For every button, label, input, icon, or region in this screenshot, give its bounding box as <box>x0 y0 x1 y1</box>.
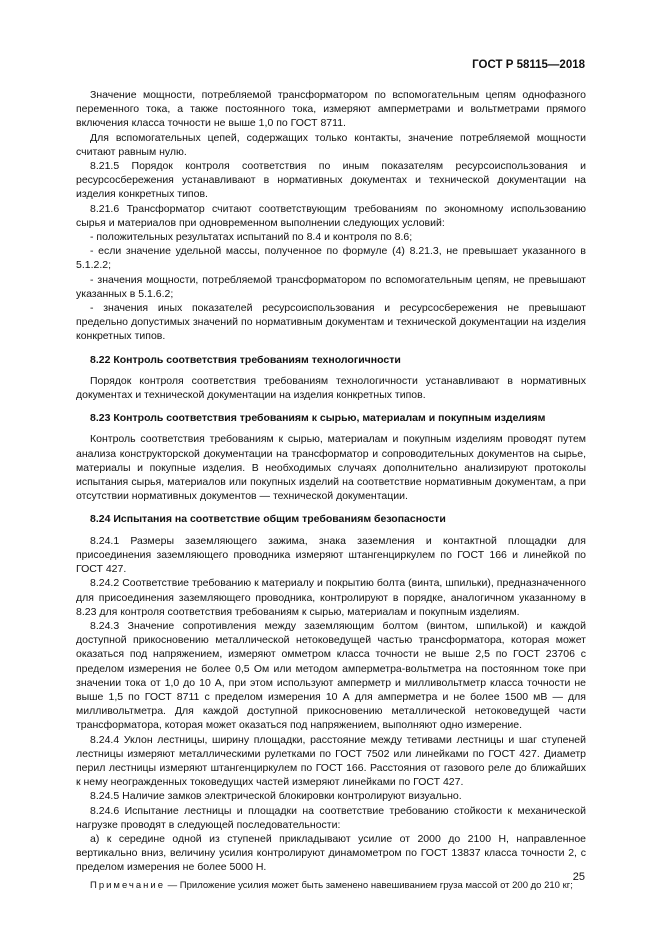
paragraph: 8.24.6 Испытание лестницы и площадки на соответствие требованию стойкости к механической нагрузке проводят в следующей последовательности: <box>76 804 586 831</box>
paragraph: 8.21.6 Трансформатор считают соответствующим требованиям по экономному использованию сырья и материалов при одновременном выполнении следующих условий: <box>76 202 586 229</box>
paragraph: 8.24.4 Уклон лестницы, ширину площадки, расстояние между тетивами лестницы и шаг ступеней лестницы измеряют металлическими рулетками по ГОСТ 7502 или линейками по ГОСТ 427. Диаметр перил лестницы измеряют штангенциркулем по ГОСТ 166. Расстояния от газового реле до ближайших к нему неогражденных токоведущих частей измеряют линейками по ГОСТ 427. <box>76 733 586 789</box>
section-heading-8-24: 8.24 Испытания на соответствие общим требованиям безопасности <box>90 513 446 526</box>
note-text: — Приложение усилия может быть заменено навешиванием груза массой от 200 до 210 кг; <box>165 879 573 891</box>
paragraph: 8.21.5 Порядок контроля соответствия по иным показателям ресурсоиспользования и ресурсосбережения устанавливают в нормативных документах и технической документации на изделия конкретных типов. <box>76 160 586 201</box>
list-item: - положительных результатах испытаний по 8.4 и контроля по 8.6; <box>90 231 413 244</box>
section-heading-8-23: 8.23 Контроль соответствия требованиям к сырью, материалам и покупным изделиям <box>90 412 546 425</box>
section-heading-8-22: 8.22 Контроль соответствия требованиям технологичности <box>90 353 401 366</box>
list-item: - если значение удельной массы, полученное по формуле (4) 8.21.3, не превышает указанного в 5.1.2.2; <box>76 245 586 272</box>
paragraph: Контроль соответствия требованиям к сырью, материалам и покупным изделиям проводят путем анализа конструкторской документации на трансформатор и сопроводительных документов на сырье, материалы и покупные изделия. В необходимых случаях дополнительно анализируют протоколы испытания сырья, материалов или покупных изделий на соответствие нормативным документам, а при отсутствии нормативных документов — технической документации. <box>76 433 586 503</box>
document-code-header: ГОСТ Р 58115—2018 <box>472 59 585 71</box>
page-number: 25 <box>572 871 585 883</box>
paragraph: Для вспомогательных цепей, содержащих только контакты, значение потребляемой мощности считают равным нулю. <box>76 131 586 158</box>
list-item: а) к середине одной из ступеней прикладывают усилие от 2000 до 2100 Н, направленное вертикально вниз, величину усилия контролируют динамометром по ГОСТ 13837 класса точности 2, с пределом измерения не более 5000 Н. <box>76 832 586 874</box>
note <box>76 879 586 893</box>
document-body <box>76 88 586 893</box>
paragraph: 8.24.2 Соответствие требованию к материалу и покрытию болта (винта, шпильки), предназначенного для присоединения заземляющего проводника, контролируют в порядке, аналогичном указанному в 8.23 для контроля соответствия требованиям к сырью, материалам и покупным изделиям. <box>76 577 586 618</box>
note-label: Примечание <box>90 879 165 891</box>
paragraph: Значение мощности, потребляемой трансформатором по вспомогательным цепям однофазного переменного тока, а также постоянного тока, измеряют амперметрами и вольтметрами прямого включения класса точности не выше 1,0 по ГОСТ 8711. <box>76 89 586 130</box>
paragraph: 8.24.5 Наличие замков электрической блокировки контролируют визуально. <box>90 790 462 803</box>
paragraph: 8.24.3 Значение сопротивления между заземляющим болтом (винтом, шпилькой) и каждой доступной прикосновению металлической нетоковедущей частью трансформатора, которая может оказаться под напряжением, измеряют омметром класса точности не выше 2,5 по ГОСТ 23706 с пределом измерения не более 0,5 Ом или методом амперметра-вольтметра на постоянном токе при значении тока от 1,0 до 10 А, при этом используют амперметр и милливольтметр класса точности не выше 1,5 по ГОСТ 8711 с пределом измерения 10 А для амперметра и не более 1500 мВ — для милливольтметра. Для каждой доступной прикосновению металлической нетоковедущей части трансформатора, которая может оказаться под напряжением, выполняют одно измерение. <box>76 619 586 732</box>
list-item: - значения мощности, потребляемой трансформатором по вспомогательным цепям, не превышают указанных в 5.1.6.2; <box>76 273 586 300</box>
list-item: - значения иных показателей ресурсоиспользования и ресурсосбережения не превышают предельно допустимых значений по нормативным документам и технической документации на изделия конкретных типов. <box>76 302 586 343</box>
paragraph: 8.24.1 Размеры заземляющего зажима, знака заземления и контактной площадки для присоединения заземляющего проводника измеряют штангенциркулем по ГОСТ 166 и линейкой по ГОСТ 427. <box>76 534 586 576</box>
paragraph: Порядок контроля соответствия требованиям технологичности устанавливают в нормативных документах и технической документации на изделия конкретных типов. <box>76 374 586 402</box>
